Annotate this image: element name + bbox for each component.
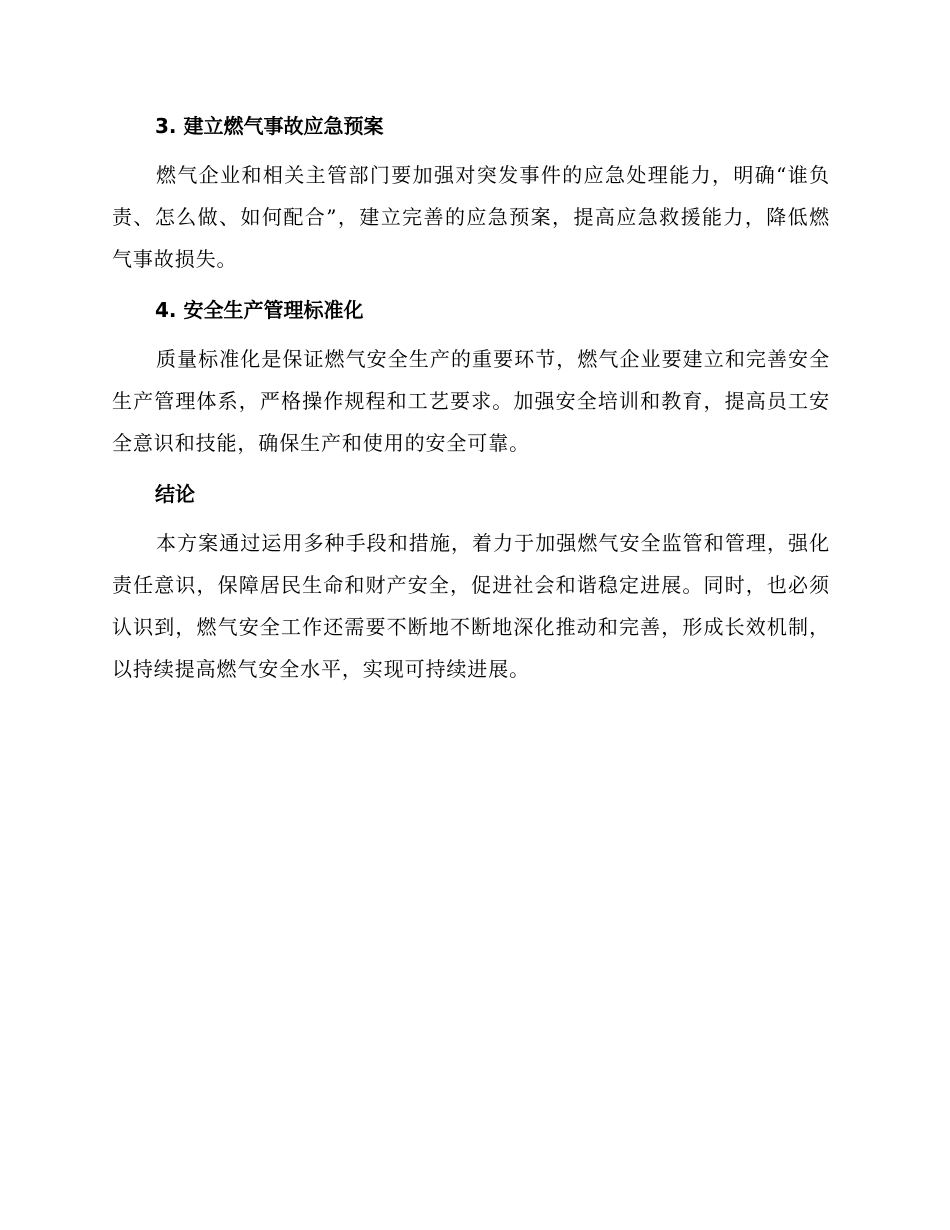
section-body-emergency-plan: 燃气企业和相关主管部门要加强对突发事件的应急处理能力，明确“谁负责、怎么做、如何配合”，建立完善的应急预案，提高应急救援能力，降低燃气事故损失。: [112, 163, 830, 271]
spacer: [112, 280, 830, 294]
section-body-safety-standardization: 质量标准化是保证燃气安全生产的重要环节，燃气企业要建立和完善安全生产管理体系，严格操作规程和工艺要求。加强安全培训和教育，提高员工安全意识和技能，确保生产和使用的安全可靠。: [112, 347, 830, 455]
spacer: [112, 142, 830, 154]
spacer: [112, 510, 830, 522]
section-body-conclusion: 本方案通过运用多种手段和措施，着力于加强燃气安全监管和管理，强化责任意识，保障居民生命和财产安全，促进社会和谐稳定进展。同时，也必须认识到，燃气安全工作还需要不断地不断地深化推动和完善，形成长效机制，以持续提高燃气安全水平，实现可持续进展。: [112, 531, 830, 681]
section-heading-conclusion: 结论: [155, 482, 195, 506]
spacer: [112, 326, 830, 338]
spacer: [112, 464, 830, 478]
section-heading-emergency-plan: 3. 建立燃气事故应急预案: [155, 114, 384, 138]
document-content: [112, 110, 830, 690]
section-heading-safety-standardization: 4. 安全生产管理标准化: [155, 298, 364, 322]
